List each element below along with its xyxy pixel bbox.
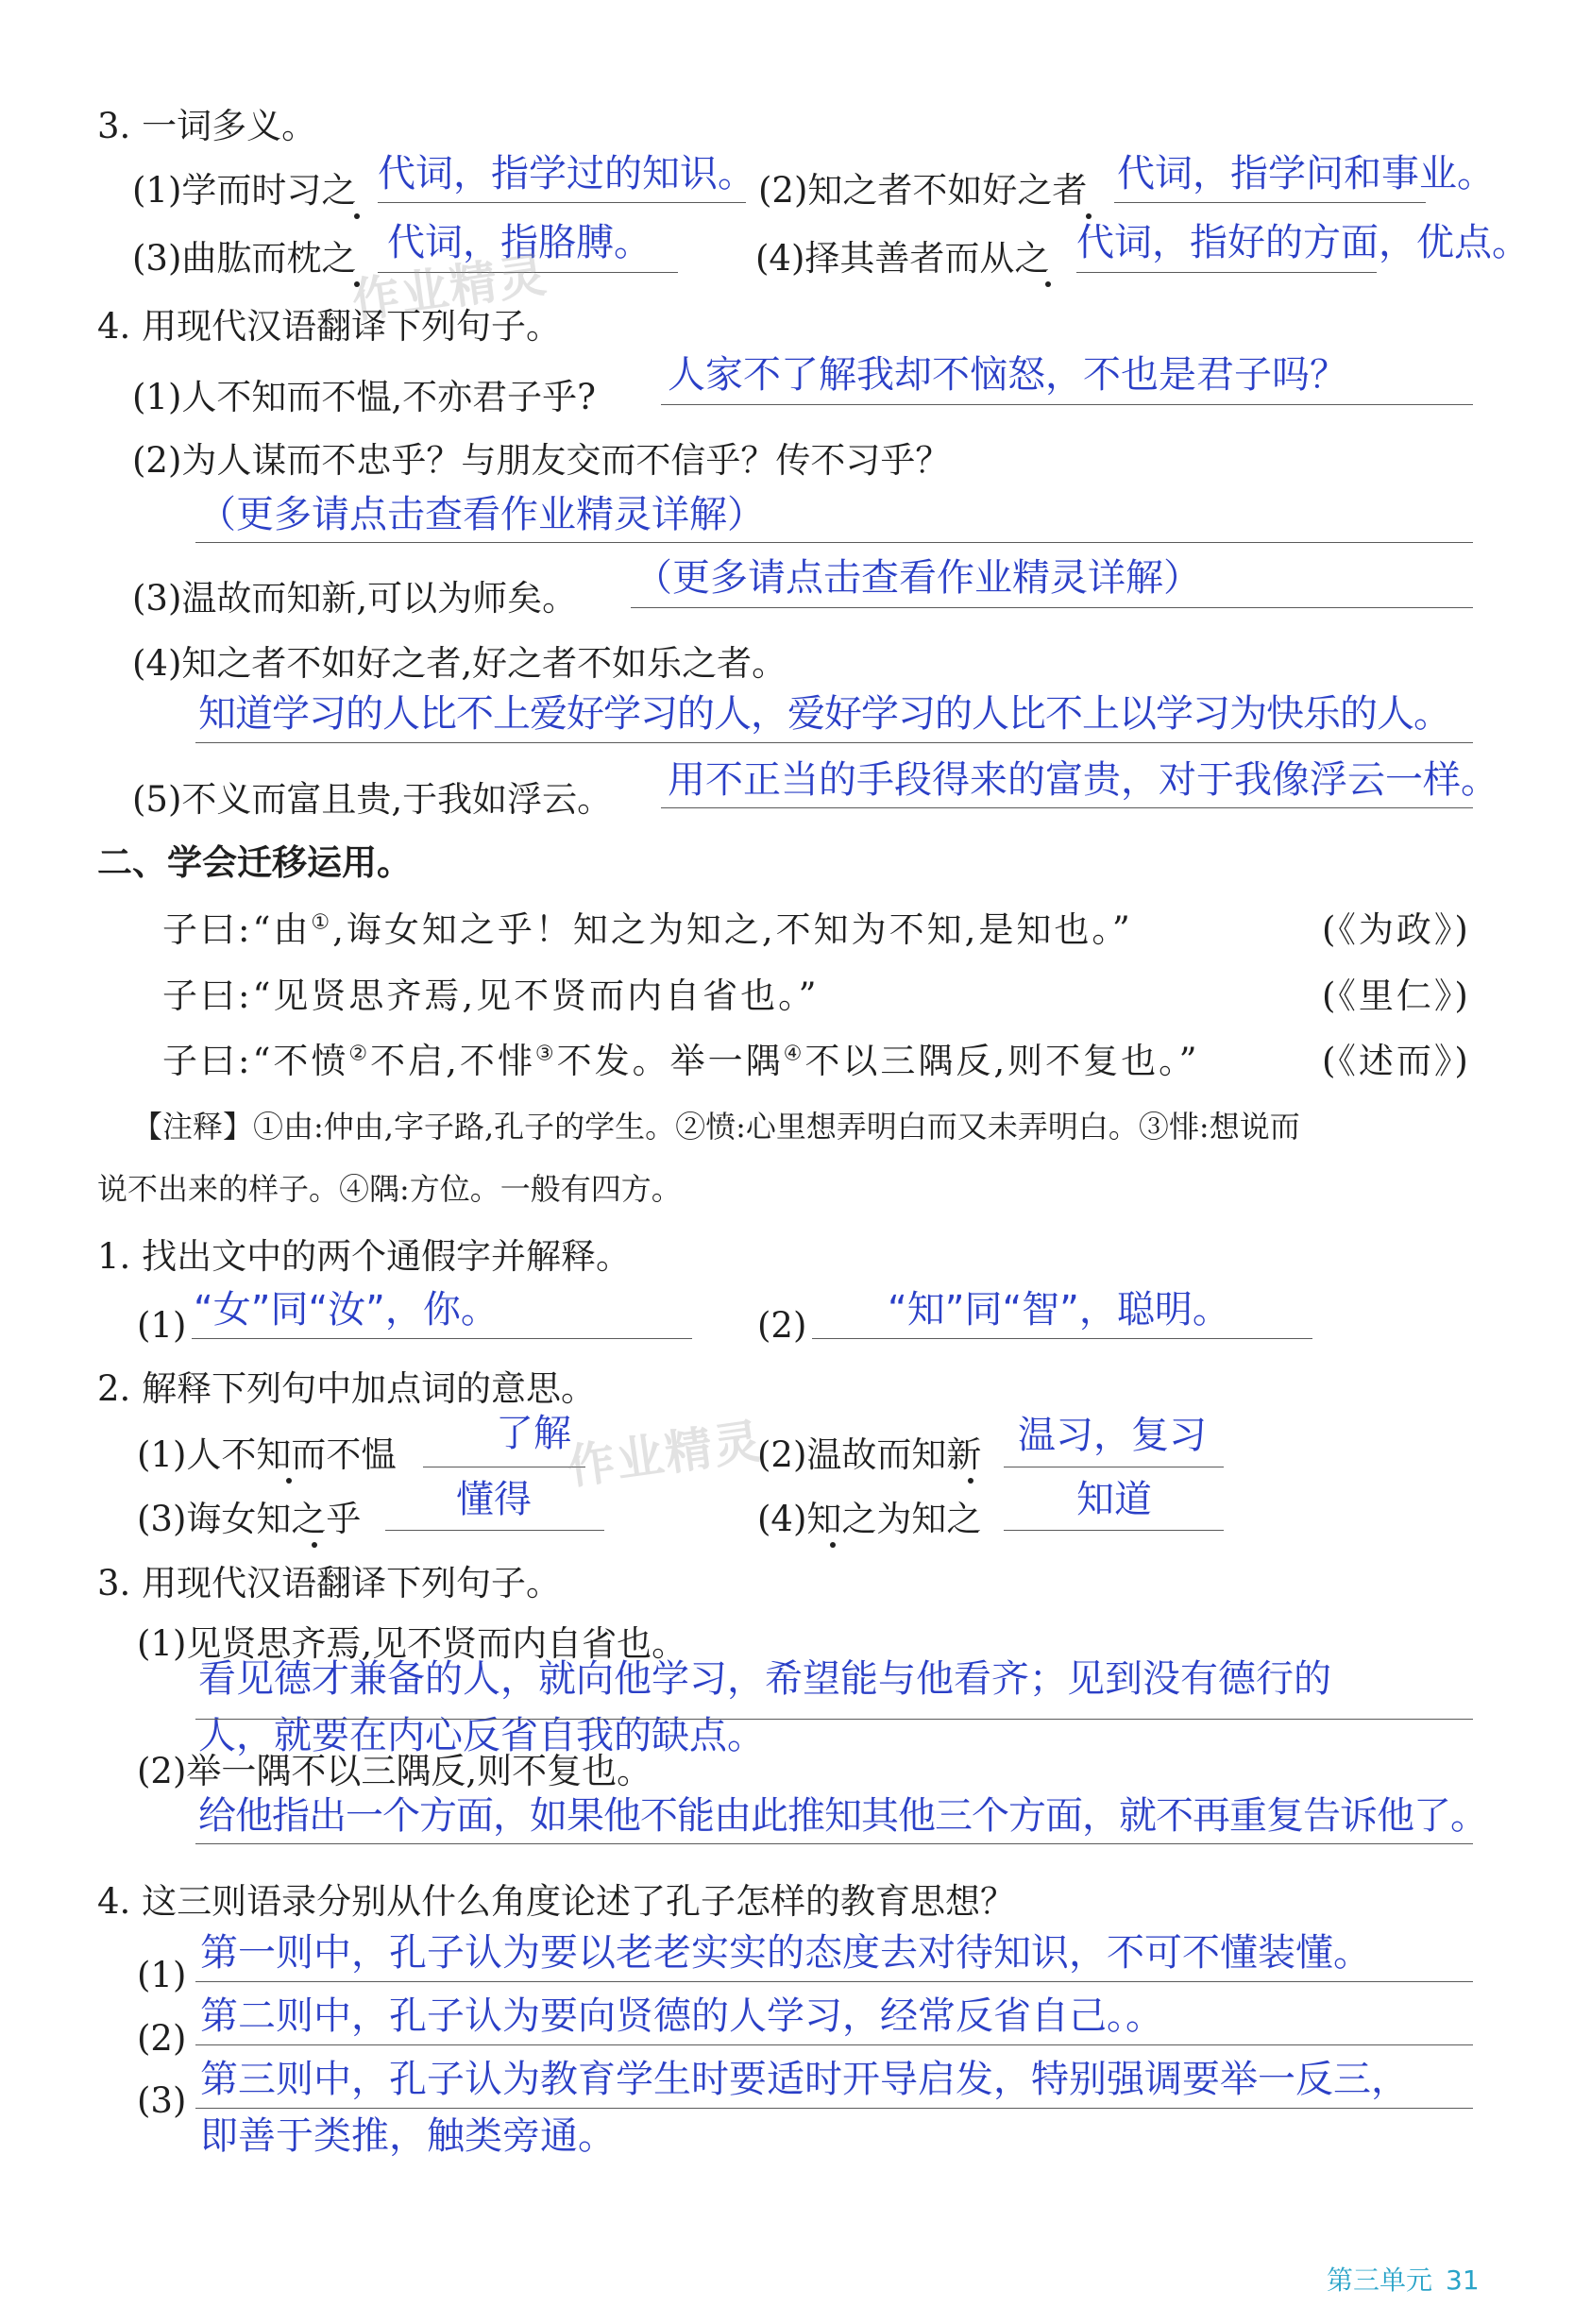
annotation-line-1: 【注释】①由:仲由,字子路,孔子的学生。②愤:心里想弄明白而又未弄明白。③悱:想说而 [132, 1109, 1300, 1145]
q3-item2-answer: 代词，指学问和事业。 [1117, 152, 1495, 195]
quote-1-text: 子曰:“由 [162, 909, 312, 950]
q3-title: 3. 一词多义。 [97, 106, 317, 146]
p2-q3-item1-prompt: (1)见贤思齐焉,见不贤而内自省也。 [137, 1623, 687, 1664]
answer-line [1114, 202, 1426, 203]
p2-q4-item3-prompt: (3) [137, 2080, 187, 2121]
p2-q1-item2-prompt: (2) [757, 1305, 807, 1346]
answer-line [661, 807, 1473, 808]
emphasis-dot [830, 1542, 836, 1548]
answer-line [192, 1338, 692, 1339]
p2-q2-title: 2. 解释下列句中加点词的意思。 [97, 1368, 597, 1409]
watermark: 作业精灵 [348, 246, 551, 330]
quote-3-source: (《述而》) [1322, 1041, 1471, 1081]
answer-line [631, 607, 1473, 608]
note-marker: ④ [783, 1042, 805, 1066]
q4-item5-answer: 用不正当的手段得来的富贵，对于我像浮云一样。 [668, 758, 1498, 802]
q4-item1-prompt: (1)人不知而不愠,不亦君子乎? [132, 377, 597, 417]
answer-line [1076, 272, 1377, 273]
emphasis-dot [1045, 281, 1051, 287]
page-number: 31 [1446, 2265, 1480, 2296]
p2-q2-item2-prompt: (2)温故而知新 [757, 1434, 982, 1475]
q4-item4-prompt: (4)知之者不如好之者,好之者不如乐之者。 [132, 643, 787, 684]
quote-3-text: 不以三隅反,则不复也。” [804, 1041, 1200, 1081]
note-marker: ② [348, 1042, 371, 1066]
watermark: 作业精灵 [564, 1413, 767, 1496]
answer-line [195, 1981, 1473, 1982]
q4-title: 4. 用现代汉语翻译下列句子。 [97, 306, 562, 347]
p2-q2-item3-answer: 懂得 [456, 1478, 532, 1521]
answer-line [195, 1843, 1473, 1844]
p2-q2-item1-prompt: (1)人不知而不愠 [137, 1434, 397, 1475]
answer-line [195, 2044, 1473, 2045]
emphasis-dot [1086, 213, 1092, 219]
p2-q4-item2-prompt: (2) [137, 2018, 187, 2059]
p2-q2-item4-prompt: (4)知之为知之 [757, 1499, 982, 1539]
note-marker: ③ [534, 1042, 557, 1066]
quote-1-text: ,诲女知之乎！知之为知之,不知为不知,是知也。” [332, 909, 1133, 950]
quote-3-text: 子曰:“不愤 [162, 1041, 349, 1081]
q3-item1-prompt: (1)学而时习之 [132, 170, 357, 211]
q4-item3-answer: （更多请点击查看作业精灵详解） [635, 556, 1201, 600]
p2-q3-item2-answer: 给他指出一个方面，如果他不能由此推知其他三个方面，就不再重复告诉他了。 [198, 1794, 1487, 1838]
q4-item4-answer: 知道学习的人比不上爱好学习的人，爱好学习的人比不上以学习为快乐的人。 [198, 692, 1450, 736]
answer-line [661, 404, 1473, 405]
answer-line [378, 202, 746, 203]
p2-q1-item2-answer: “知”同“智”，聪明。 [888, 1288, 1230, 1332]
p2-q4-title: 4. 这三则语录分别从什么角度论述了孔子怎样的教育思想？ [97, 1881, 1016, 1922]
q4-item1-answer: 人家不了解我却不恼怒，不也是君子吗？ [668, 353, 1347, 397]
quote-2: 子曰:“见贤思齐焉,见不贤而内自省也。” [162, 975, 820, 1016]
p2-q3-item1-answer-line1: 看见德才兼备的人，就向他学习，希望能与他看齐；见到没有德行的 [198, 1657, 1331, 1701]
unit-label: 第三单元 [1327, 2265, 1433, 2296]
q4-item5-prompt: (5)不义而富且贵,于我如浮云。 [132, 779, 613, 820]
quote-3-text: 不发。举一隅 [556, 1041, 784, 1081]
quote-3-text: 不启,不悱 [370, 1041, 535, 1081]
answer-line [195, 542, 1473, 543]
p2-q1-item1-answer: “女”同“汝”，你。 [194, 1288, 499, 1332]
p2-q3-item1-answer-line2: 人，就要在内心反省自我的缺点。 [198, 1714, 765, 1757]
answer-line [195, 1719, 1473, 1720]
quote-2-source: (《里仁》) [1322, 975, 1471, 1016]
answer-line [195, 2108, 1473, 2109]
answer-line [812, 1338, 1312, 1339]
p2-q1-item1-prompt: (1) [137, 1305, 187, 1346]
p2-q3-item2-prompt: (2)举一隅不以三隅反,则不复也。 [137, 1751, 652, 1791]
quote-1 [162, 909, 1133, 950]
q4-item2-answer: （更多请点击查看作业精灵详解） [198, 493, 765, 536]
p2-q2-item4-answer: 知道 [1076, 1478, 1152, 1521]
p2-q4-item3-answer-line2: 即善于类推，触类旁通。 [200, 2114, 616, 2158]
quote-3 [162, 1041, 1200, 1081]
annotation-line-2: 说不出来的样子。④隅:方位。一般有四方。 [97, 1171, 682, 1207]
p2-q3-title: 3. 用现代汉语翻译下列句子。 [97, 1563, 562, 1603]
q3-item1-answer: 代词，指学过的知识。 [378, 152, 755, 195]
p2-q4-item2-answer: 第二则中，孔子认为要向贤德的人学习，经常反省自己。。 [200, 1994, 1163, 2038]
p2-q4-item3-answer-line1: 第三则中，孔子认为教育学生时要适时开导启发，特别强调要举一反三， [200, 2058, 1409, 2101]
q3-item3-prompt: (3)曲肱而枕之 [132, 238, 357, 279]
emphasis-dot [354, 213, 360, 219]
emphasis-dot [286, 1478, 292, 1484]
quote-1-source: (《为政》) [1322, 909, 1471, 950]
q3-item3-answer: 代词，指胳膊。 [387, 221, 652, 264]
p2-q1-title: 1. 找出文中的两个通假字并解释。 [97, 1236, 632, 1277]
p2-q2-item2-answer: 温习，复习 [1018, 1414, 1207, 1457]
p2-q2-item3-prompt: (3)诲女知之乎 [137, 1499, 362, 1539]
p2-q4-item1-answer: 第一则中，孔子认为要以老老实实的态度去对待知识，不可不懂装懂。 [200, 1931, 1371, 1975]
emphasis-dot [312, 1542, 317, 1548]
q3-item2-prompt: (2)知之者不如好之者 [758, 170, 1088, 211]
q4-item3-prompt: (3)温故而知新,可以为师矣。 [132, 578, 578, 619]
q3-item4-prompt: (4)择其善者而从之 [755, 238, 1050, 279]
answer-line [195, 742, 1473, 743]
note-marker: ① [311, 910, 333, 935]
emphasis-dot [968, 1478, 973, 1484]
section-heading: 二、学会迁移运用。 [97, 842, 412, 883]
p2-q4-item1-prompt: (1) [137, 1955, 187, 1995]
p2-q2-item1-answer: 了解 [496, 1412, 571, 1455]
answer-line [385, 1530, 604, 1531]
q3-item4-answer: 代词，指好的方面，优点。 [1076, 221, 1530, 264]
page-footer [1327, 2260, 1480, 2298]
q4-item2-prompt: (2)为人谋而不忠乎？与朋友交而不信乎？传不习乎？ [132, 440, 951, 481]
answer-line [1004, 1530, 1224, 1531]
